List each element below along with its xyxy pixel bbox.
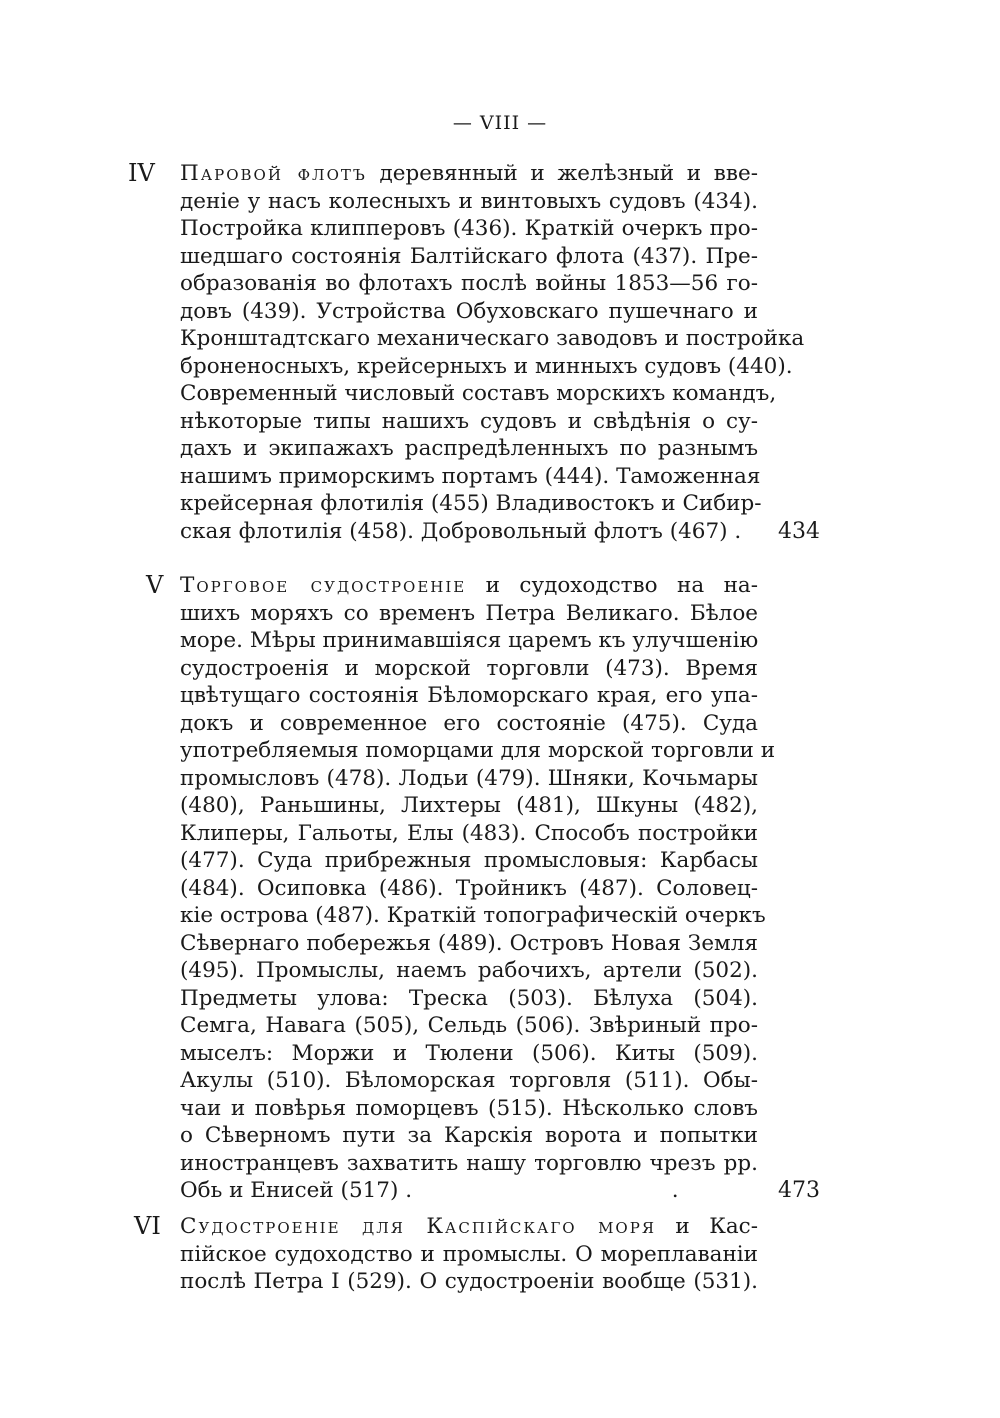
entry-line: Постройка клипперовъ (436). Краткій очеркъ про- xyxy=(180,216,758,241)
entry-line: иностранцевъ захватить нашу торговлю чрезъ рр. xyxy=(180,1150,758,1176)
page-number: — VIII — xyxy=(452,112,548,134)
entry-line: образованія во флотахъ послѣ войны 1853—56 го- xyxy=(180,271,758,296)
entry-line: (495). Промыслы, наемъ рабочихъ, артели (502). xyxy=(180,958,758,983)
entry-line: кіе острова (487). Краткій топографическій очеркъ xyxy=(180,903,766,928)
entry-heading: Торговое судостроеніе xyxy=(180,573,467,598)
entry-line: (477). Суда прибрежныя промысловыя: Карбасы xyxy=(180,848,758,873)
entry-line: Семга, Навага (505), Сельдь (506). Звѣриный про- xyxy=(180,1013,758,1038)
entry-line: Сѣвернаго побережья (489). Островъ Новая Земля xyxy=(180,930,758,956)
entry-line: (484). Осиповка (486). Тройникъ (487). Соловец- xyxy=(180,875,758,901)
entry-line: мыселъ: Моржи и Тюлени (506). Киты (509). xyxy=(180,1040,758,1066)
entry-line: о Сѣверномъ пути за Карскія ворота и попытки xyxy=(180,1123,758,1148)
entry-line: докъ и современное его состояніе (475). Суда xyxy=(180,710,758,736)
entry-line: крейсерная флотилія (455) Владивостокъ и Сибир- xyxy=(180,491,762,516)
entry-line: употребляемыя поморцами для морской торговли и xyxy=(180,738,776,763)
entry-line: Судостроеніе для Каспійскаго моря и Кас- xyxy=(180,1214,758,1239)
entry-line: Обь и Енисей (517) . . xyxy=(180,1178,679,1203)
entry-line: Клиперы, Гальоты, Елы (483). Способъ постройки xyxy=(180,820,758,846)
entry-line: Акулы (510). Бѣломорская торговля (511). Обы- xyxy=(180,1068,758,1093)
entry-page-ref: 434 xyxy=(778,518,820,544)
entry-line: дахъ и экипажахъ распредѣленныхъ по разнымъ xyxy=(180,436,758,461)
entry-line: цвѣтущаго состоянія Бѣломорскаго края, его упа- xyxy=(180,683,758,708)
entry-line: промысловъ (478). Лодьи (479). Шняки, Кочьмары xyxy=(180,765,758,791)
entry-line: Предметы улова: Треска (503). Бѣлуха (504). xyxy=(180,985,758,1011)
entry-line: судостроенія и морской торговли (473). Время xyxy=(180,655,758,681)
entry-line: послѣ Петра I (529). О судостроеніи вообще (531). xyxy=(180,1269,758,1294)
entry-line: (480), Раньшины, Лихтеры (481), Шкуны (482), xyxy=(180,793,758,818)
entry-numeral: IV xyxy=(128,159,155,187)
entry-line: море. Мѣры принимавшіяся царемъ къ улучшенію xyxy=(180,628,759,653)
entry-page-ref: 473 xyxy=(778,1178,820,1203)
entry-line: чаи и повѣрья поморцевъ (515). Нѣсколько словъ xyxy=(180,1095,758,1121)
entry-line: Современный числовый составъ морскихъ командъ, xyxy=(180,381,777,406)
entry-line: нѣкоторые типы нашихъ судовъ и свѣдѣнія о су- xyxy=(180,408,758,434)
entry-numeral: VI xyxy=(134,1212,161,1240)
entry-line: шихъ моряхъ со временъ Петра Великаго. Бѣлое xyxy=(180,600,758,626)
entry-line: шедшаго состоянія Балтійскаго флота (437). Пре- xyxy=(180,243,758,269)
entry-line: пійское судоходство и промыслы. О мореплаваніи xyxy=(180,1241,758,1267)
entry-line: нашимъ приморскимъ портамъ (444). Таможенная xyxy=(180,463,761,489)
entry-line: Паровой флотъ деревянный и желѣзный и вве- xyxy=(180,161,758,186)
entry-line: Кронштадтскаго механическаго заводовъ и постройка xyxy=(180,326,805,351)
entry-line: Торговое судостроеніе и судоходство на на- xyxy=(180,573,758,598)
entry-line: деніе у насъ колесныхъ и винтовыхъ судовъ (434). xyxy=(180,188,758,214)
entry-line: ская флотилія (458). Добровольный флотъ (467) . xyxy=(180,518,742,544)
entry-line: довъ (439). Устройства Обуховскаго пушечнаго и xyxy=(180,298,758,324)
entry-numeral: V xyxy=(146,571,164,599)
entry-line: броненосныхъ, крейсерныхъ и минныхъ судовъ (440). xyxy=(180,353,793,379)
entry-heading: Паровой флотъ xyxy=(180,161,367,186)
entry-heading: Судостроеніе для Каспійскаго моря xyxy=(180,1214,656,1239)
